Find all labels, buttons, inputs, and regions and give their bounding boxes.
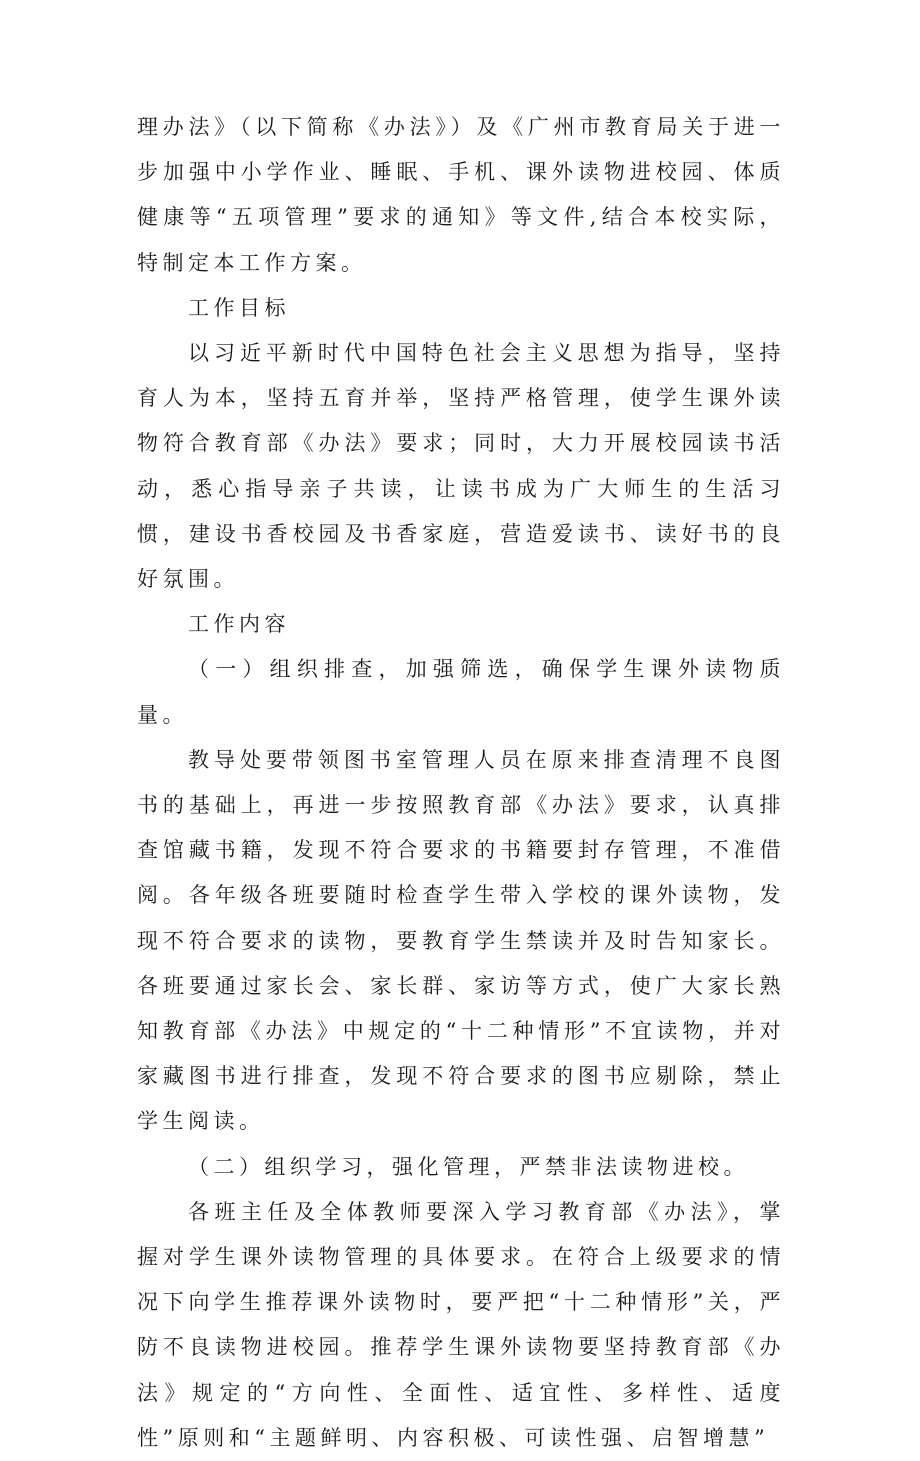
section-heading-content: 工作内容 bbox=[188, 612, 290, 637]
sub-heading-1: （一）组织排查，加强筛选，确保学生课外读物质量。 bbox=[137, 657, 785, 727]
content-paragraph-1: 教导处要带领图书室管理人员在原来排查清理不良图书的基础上，再进一步按照教育部《办法》要求，认真排查馆藏书籍，发现不符合要求的书籍要封存管理，不准借阅。各年级各班要随时检查学生带入学校的课外读物，发现不符合要求的读物，要教育学生禁读并及时告知家长。各班要通过家长会、家长群、家访等方式，使广大家长熟知教育部《办法》中规定的“十二种情形”不宜读物，并对家藏图书进行排查，发现不符合要求的图书应剔除，禁止学生阅读。 bbox=[137, 747, 785, 1134]
document-page bbox=[137, 105, 785, 1461]
sub-heading-2: （二）组织学习，强化管理，严禁非法读物进校。 bbox=[188, 1154, 749, 1179]
intro-paragraph: 理办法》（以下简称《办法》）及《广州市教育局关于进一步加强中小学作业、睡眠、手机、课外读物进校园、体质健康等“五项管理”要求的通知》等文件,结合本校实际，特制定本工作方案。 bbox=[137, 115, 785, 275]
goals-paragraph: 以习近平新时代中国特色社会主义思想为指导，坚持育人为本，坚持五育并举，坚持严格管理，使学生课外读物符合教育部《办法》要求；同时，大力开展校园读书活动，悉心指导亲子共读，让读书成为广大师生的生活习惯，建设书香校园及书香家庭，营造爱读书、读好书的良好氛围。 bbox=[137, 341, 785, 592]
section-heading-goals: 工作目标 bbox=[188, 295, 290, 320]
content-paragraph-2: 各班主任及全体教师要深入学习教育部《办法》，掌握对学生课外读物管理的具体要求。在符合上级要求的情况下向学生推荐课外读物时，要严把“十二种情形”关，严防不良读物进校园。推荐学生课外读物要坚持教育部《办法》规定的“方向性、全面性、适宜性、多样性、适度性”原则和“主题鲜明、内容积极、可读性强、启智增慧” bbox=[137, 1199, 785, 1450]
